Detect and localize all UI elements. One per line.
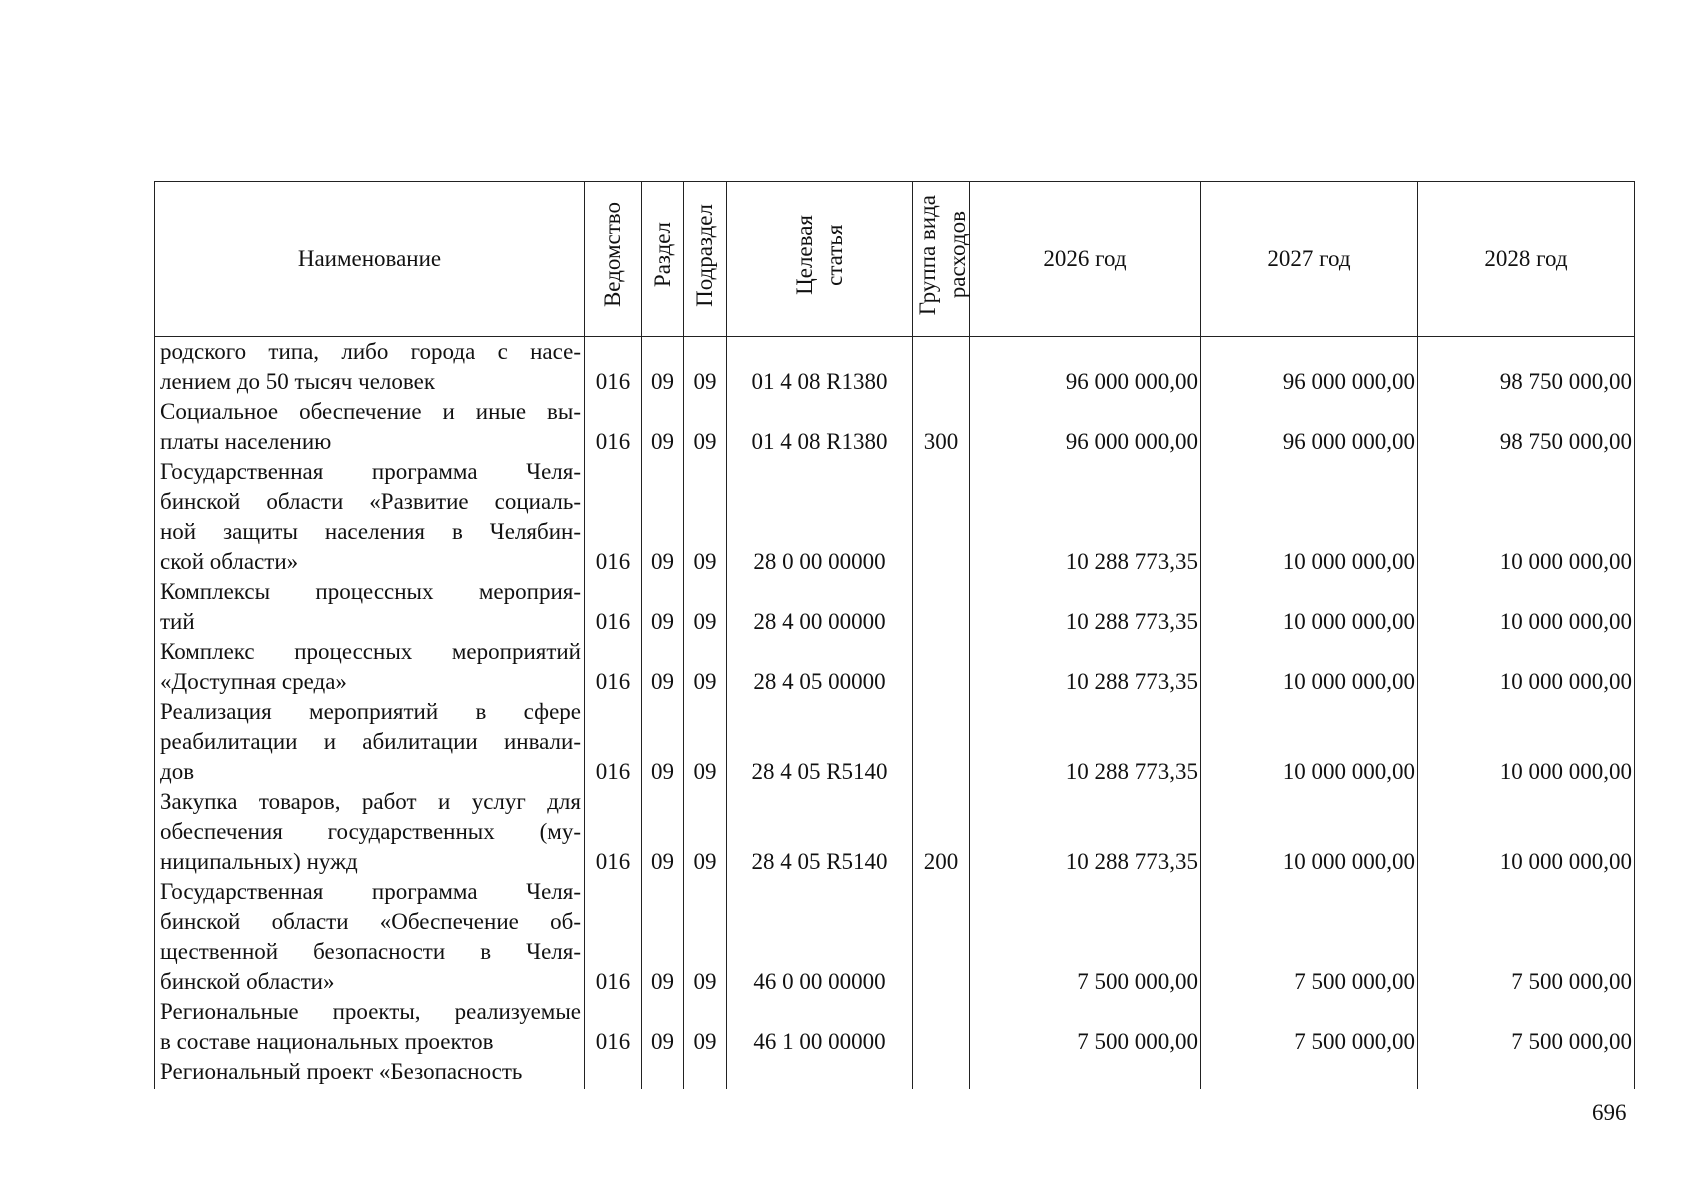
cell-subsection	[684, 1057, 727, 1089]
cell-department: 016	[585, 787, 642, 877]
cell-2026: 10 288 773,35	[970, 577, 1201, 637]
cell-2028: 7 500 000,00	[1418, 877, 1635, 997]
cell-2028: 98 750 000,00	[1418, 397, 1635, 457]
name-line: Комплекс процессных мероприятий	[160, 639, 581, 664]
name-line: Закупка товаров, работ и услуг для	[160, 789, 581, 814]
cell-name	[155, 1057, 585, 1089]
cell-target-article: 28 4 05 R5140	[727, 787, 913, 877]
name-line: бинской области «Развитие социаль-	[160, 489, 581, 514]
cell-department: 016	[585, 637, 642, 697]
cell-2028: 10 000 000,00	[1418, 787, 1635, 877]
name-line: Государственная программа Челя-	[160, 879, 581, 904]
cell-section: 09	[642, 787, 684, 877]
cell-2027: 96 000 000,00	[1201, 337, 1418, 398]
cell-subsection: 09	[684, 637, 727, 697]
cell-expense-group: 200	[913, 787, 970, 877]
cell-2028: 7 500 000,00	[1418, 997, 1635, 1057]
cell-target-article: 46 1 00 00000	[727, 997, 913, 1057]
cell-name	[155, 787, 585, 877]
cell-section: 09	[642, 337, 684, 398]
cell-2026: 96 000 000,00	[970, 397, 1201, 457]
table-row	[155, 457, 1635, 577]
cell-target-article	[727, 1057, 913, 1089]
cell-name	[155, 457, 585, 577]
cell-expense-group	[913, 697, 970, 787]
table-body	[155, 337, 1635, 1090]
cell-2028: 10 000 000,00	[1418, 457, 1635, 577]
cell-2026	[970, 1057, 1201, 1089]
name-line: тий	[160, 609, 195, 634]
cell-2026: 10 288 773,35	[970, 697, 1201, 787]
cell-2027: 7 500 000,00	[1201, 997, 1418, 1057]
name-line: Государственная программа Челя-	[160, 459, 581, 484]
cell-2027: 10 000 000,00	[1201, 577, 1418, 637]
cell-section: 09	[642, 457, 684, 577]
table-row	[155, 337, 1635, 398]
cell-target-article: 28 4 05 00000	[727, 637, 913, 697]
header-expense-group: Группа вида расходов	[913, 182, 970, 337]
name-line: ной защиты населения в Челябин-	[160, 519, 581, 544]
table-row	[155, 877, 1635, 997]
cell-expense-group: 300	[913, 397, 970, 457]
header-2026: 2026 год	[970, 182, 1201, 337]
cell-2028: 10 000 000,00	[1418, 637, 1635, 697]
cell-department	[585, 1057, 642, 1089]
cell-name	[155, 697, 585, 787]
header-section: Раздел	[642, 182, 684, 337]
cell-target-article: 28 0 00 00000	[727, 457, 913, 577]
cell-expense-group	[913, 1057, 970, 1089]
cell-department: 016	[585, 697, 642, 787]
header-name: Наименование	[155, 182, 585, 337]
header-department: Ведомство	[585, 182, 642, 337]
cell-section: 09	[642, 877, 684, 997]
name-line: родского типа, либо города с насе-	[160, 339, 581, 364]
name-line: Комплексы процессных мероприя-	[160, 579, 581, 604]
name-line: Региональные проекты, реализуемые	[160, 999, 581, 1024]
cell-target-article: 01 4 08 R1380	[727, 337, 913, 398]
table-row	[155, 1057, 1635, 1089]
cell-subsection: 09	[684, 577, 727, 637]
name-line: щественной безопасности в Челя-	[160, 939, 581, 964]
cell-expense-group	[913, 457, 970, 577]
table-row	[155, 697, 1635, 787]
table-row	[155, 787, 1635, 877]
name-line: ской области»	[160, 549, 299, 574]
cell-name	[155, 637, 585, 697]
name-line: «Доступная среда»	[160, 669, 347, 694]
cell-section	[642, 1057, 684, 1089]
cell-2026: 96 000 000,00	[970, 337, 1201, 398]
name-line: реабилитации и абилитации инвали-	[160, 729, 581, 754]
cell-2026: 10 288 773,35	[970, 457, 1201, 577]
cell-department: 016	[585, 397, 642, 457]
cell-expense-group	[913, 577, 970, 637]
name-line: Социальное обеспечение и иные вы-	[160, 399, 581, 424]
cell-2027: 10 000 000,00	[1201, 697, 1418, 787]
cell-2027: 96 000 000,00	[1201, 397, 1418, 457]
header-2027: 2027 год	[1201, 182, 1418, 337]
name-line: бинской области «Обеспечение об-	[160, 909, 581, 934]
cell-target-article: 01 4 08 R1380	[727, 397, 913, 457]
name-line: обеспечения государственных (му-	[160, 819, 581, 844]
cell-target-article: 46 0 00 00000	[727, 877, 913, 997]
cell-name	[155, 577, 585, 637]
header-subsection: Подраздел	[684, 182, 727, 337]
name-line: Реализация мероприятий в сфере	[160, 699, 581, 724]
cell-2028: 10 000 000,00	[1418, 577, 1635, 637]
table-row	[155, 397, 1635, 457]
cell-name	[155, 337, 585, 398]
cell-section: 09	[642, 397, 684, 457]
cell-2026: 7 500 000,00	[970, 877, 1201, 997]
budget-table	[154, 181, 1635, 1089]
cell-target-article: 28 4 00 00000	[727, 577, 913, 637]
cell-target-article: 28 4 05 R5140	[727, 697, 913, 787]
cell-department: 016	[585, 877, 642, 997]
table-row	[155, 577, 1635, 637]
page-number: 696	[1592, 1100, 1627, 1125]
cell-2027	[1201, 1057, 1418, 1089]
cell-name	[155, 877, 585, 997]
cell-section: 09	[642, 637, 684, 697]
name-line: ниципальных) нужд	[160, 849, 358, 874]
cell-expense-group	[913, 997, 970, 1057]
name-line: платы населению	[160, 429, 332, 454]
cell-2026: 10 288 773,35	[970, 637, 1201, 697]
cell-department: 016	[585, 997, 642, 1057]
name-line: Региональный проект «Безопасность	[160, 1059, 523, 1084]
cell-expense-group	[913, 877, 970, 997]
cell-name	[155, 397, 585, 457]
cell-subsection: 09	[684, 697, 727, 787]
cell-department: 016	[585, 337, 642, 398]
header-2028: 2028 год	[1418, 182, 1635, 337]
table-header	[155, 182, 1635, 337]
cell-department: 016	[585, 577, 642, 637]
header-target-article: Целевая статья	[727, 182, 913, 337]
name-line: в составе национальных проектов	[160, 1029, 494, 1054]
cell-subsection: 09	[684, 877, 727, 997]
cell-section: 09	[642, 577, 684, 637]
table-row	[155, 637, 1635, 697]
cell-2027: 7 500 000,00	[1201, 877, 1418, 997]
table-row	[155, 997, 1635, 1057]
cell-subsection: 09	[684, 997, 727, 1057]
cell-2027: 10 000 000,00	[1201, 457, 1418, 577]
cell-2027: 10 000 000,00	[1201, 787, 1418, 877]
name-line: лением до 50 тысяч человек	[160, 369, 435, 394]
cell-2028: 10 000 000,00	[1418, 697, 1635, 787]
cell-2028: 98 750 000,00	[1418, 337, 1635, 398]
cell-department: 016	[585, 457, 642, 577]
name-line: бинской области»	[160, 969, 335, 994]
cell-2026: 7 500 000,00	[970, 997, 1201, 1057]
cell-expense-group	[913, 637, 970, 697]
cell-subsection: 09	[684, 397, 727, 457]
cell-name	[155, 997, 585, 1057]
cell-section: 09	[642, 997, 684, 1057]
cell-subsection: 09	[684, 787, 727, 877]
cell-subsection: 09	[684, 457, 727, 577]
name-line: дов	[160, 759, 195, 784]
cell-2027: 10 000 000,00	[1201, 637, 1418, 697]
cell-section: 09	[642, 697, 684, 787]
cell-subsection: 09	[684, 337, 727, 398]
cell-2028	[1418, 1057, 1635, 1089]
cell-2026: 10 288 773,35	[970, 787, 1201, 877]
cell-expense-group	[913, 337, 970, 398]
